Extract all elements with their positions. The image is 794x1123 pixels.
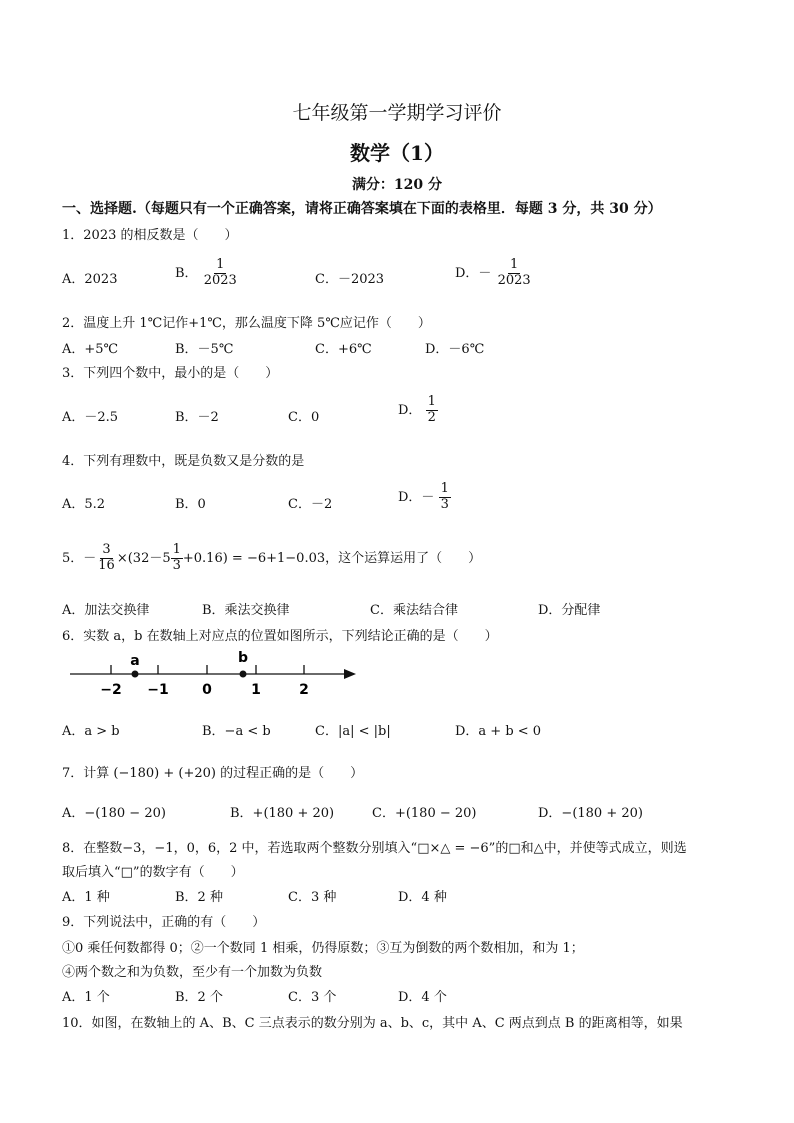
tick-label: 0 — [202, 682, 212, 698]
q7-option-b: B．+(180 + 20) — [230, 806, 335, 821]
q3-stem: 3．下列四个数中，最小的是（ ） — [62, 366, 279, 381]
q7-option-d: D．−(180 + 20) — [538, 806, 643, 821]
page-title: 七年级第一学期学习评价 — [292, 102, 502, 124]
fraction-numerator: 3 — [102, 542, 111, 557]
point-a-label: a — [130, 653, 140, 669]
tick-label: 2 — [299, 682, 309, 698]
point-b — [240, 671, 247, 678]
fraction — [96, 543, 117, 574]
fraction-denominator: 2 — [427, 409, 436, 425]
q5-option-c: C．乘法结合律 — [370, 603, 458, 618]
q4-option-c: C．－2 — [288, 497, 333, 512]
q1-stem: 1．2023 的相反数是（ ） — [62, 228, 238, 243]
q9-option-c: C．3 个 — [288, 990, 337, 1005]
fraction — [439, 482, 451, 513]
q5-prefix: 5．－ — [62, 550, 97, 566]
q5-mid: ×(32－5 — [116, 550, 171, 566]
full-score: 满分：120 分 — [351, 177, 443, 193]
q5-option-a: A．加法交换律 — [62, 603, 150, 618]
option-label: D．－ — [455, 265, 492, 281]
q5-question: ，这个运算运用了（ ） — [325, 550, 482, 566]
fraction-numerator: 1 — [427, 394, 436, 409]
q5-option-b: B．乘法交换律 — [202, 603, 290, 618]
q8-stem-line2: 取后填入“□”的数字有（ ） — [62, 865, 244, 880]
q4-option-b: B．0 — [175, 497, 206, 512]
q3-option-b: B．－2 — [175, 410, 219, 425]
q9-option-b: B．2 个 — [175, 990, 223, 1005]
tick-label: −2 — [100, 682, 122, 698]
fraction-denominator: 2023 — [497, 272, 531, 288]
q4-option-d — [398, 482, 451, 513]
q6-option-c: C．|a| < |b| — [315, 724, 391, 739]
q8-option-d: D．4 种 — [398, 890, 447, 905]
q9-statement-line1: ①0 乘任何数都得 0；②一个数同 1 相乘，仍得原数；③互为倒数的两个数相加，和为 1； — [62, 941, 584, 956]
tick-label: 1 — [251, 682, 261, 698]
q8-option-b: B．2 种 — [175, 890, 223, 905]
q9-stem: 9．下列说法中，正确的有（ ） — [62, 915, 266, 930]
option-label: D．－ — [398, 489, 435, 505]
q6-stem: 6．实数 a，b 在数轴上对应点的位置如图所示，下列结论正确的是（ ） — [62, 629, 498, 644]
q7-option-c: C．+(180 − 20) — [372, 806, 477, 821]
q7-stem: 7．计算 (−180) + (+20) 的过程正确的是（ ） — [62, 766, 364, 781]
q6-option-d: D．a + b < 0 — [455, 724, 542, 739]
page-subtitle: 数学（1） — [350, 141, 444, 165]
q1-option-d — [455, 258, 533, 289]
q2-option-c: C．+6℃ — [315, 342, 372, 357]
fraction — [171, 543, 183, 574]
q3-option-c: C．0 — [288, 410, 320, 425]
q4-stem: 4．下列有理数中，既是负数又是分数的是 — [62, 454, 305, 469]
fraction-numerator: 1 — [440, 481, 449, 496]
fraction-numerator: 1 — [172, 542, 181, 557]
tick-label: −1 — [147, 682, 169, 698]
q5-expression — [62, 543, 481, 574]
option-label: B． — [175, 265, 198, 281]
q1-option-c: C．－2023 — [315, 272, 385, 287]
section-heading: 一、选择题.（每题只有一个正确答案，请将正确答案填在下面的表格里．每题 3 分，共 30 分） — [62, 201, 662, 217]
q2-option-b: B．－5℃ — [175, 342, 234, 357]
point-a — [132, 671, 139, 678]
fraction-denominator: 3 — [172, 557, 181, 573]
q1-option-b — [175, 258, 239, 289]
fraction-numerator: 1 — [216, 257, 225, 272]
q9-option-d: D．4 个 — [398, 990, 447, 1005]
q4-option-a: A．5.2 — [62, 497, 106, 512]
q9-statement-line2: ④两个数之和为负数，至少有一个加数为负数 — [62, 965, 323, 980]
q8-option-c: C．3 种 — [288, 890, 337, 905]
fraction — [426, 395, 438, 426]
q2-option-a: A．+5℃ — [62, 342, 119, 357]
point-b-label: b — [237, 650, 249, 666]
option-label: D． — [398, 402, 422, 418]
q9-option-a: A．1 个 — [62, 990, 110, 1005]
q6-option-b: B．−a < b — [202, 724, 271, 739]
fraction-denominator: 2023 — [203, 272, 237, 288]
number-line-diagram — [60, 645, 370, 705]
fraction — [202, 258, 239, 289]
q3-option-a: A．－2.5 — [62, 410, 119, 425]
q5-option-d: D．分配律 — [538, 603, 601, 618]
q3-option-d — [398, 395, 438, 426]
q2-stem: 2．温度上升 1℃记作+1℃，那么温度下降 5℃应记作（ ） — [62, 316, 431, 331]
q2-option-d: D．－6℃ — [425, 342, 485, 357]
fraction-denominator: 3 — [440, 496, 449, 512]
fraction-denominator: 16 — [98, 557, 115, 573]
q8-stem-line1: 8．在整数−3，−1，0，6，2 中，若选取两个整数分别填入“□×△ = −6”的□和△中，并使等式成立，则选 — [62, 841, 687, 856]
q10-stem: 10．如图，在数轴上的 A、B、C 三点表示的数分别为 a、b、c，其中 A、C 两点到点 B 的距离相等，如果 — [62, 1016, 683, 1031]
fraction-numerator: 1 — [509, 257, 519, 272]
fraction — [496, 258, 533, 289]
arrow-icon — [344, 669, 356, 679]
q5-tail: +0.16) = −6+1−0.03 — [182, 550, 326, 566]
q8-option-a: A．1 种 — [62, 890, 110, 905]
q6-option-a: A．a > b — [62, 724, 120, 739]
q7-option-a: A．−(180 − 20) — [62, 806, 166, 821]
q1-option-a: A．2023 — [62, 272, 118, 287]
